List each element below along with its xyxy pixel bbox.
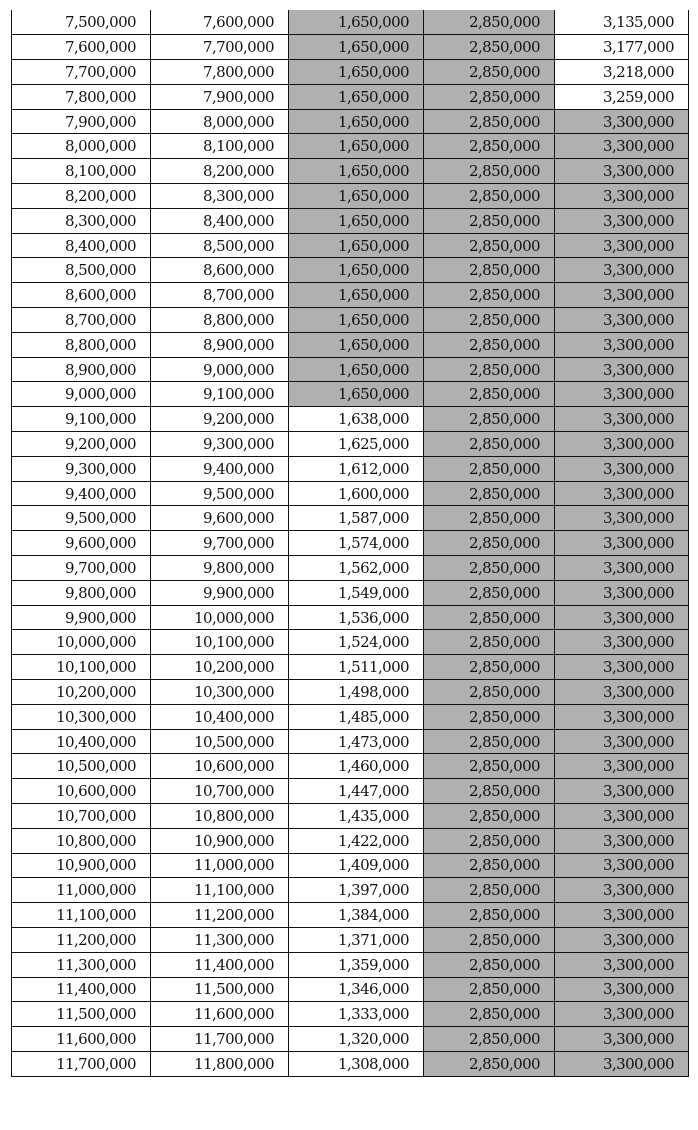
table-row [12, 10, 689, 35]
table-cell-range-to: 10,400,000 [151, 704, 289, 729]
table-cell-column-5: 3,300,000 [555, 952, 689, 977]
table-cell-column-5: 3,300,000 [555, 407, 689, 432]
table-cell-column-4: 2,850,000 [424, 630, 555, 655]
table-cell-column-3: 1,473,000 [289, 729, 424, 754]
table-row [12, 729, 689, 754]
table-cell-column-3: 1,384,000 [289, 903, 424, 928]
table-row [12, 878, 689, 903]
table-cell-column-4: 2,850,000 [424, 977, 555, 1002]
table-cell-range-from: 8,800,000 [12, 332, 151, 357]
table-cell-column-3: 1,422,000 [289, 828, 424, 853]
table-cell-column-5: 3,300,000 [555, 109, 689, 134]
table-cell-range-from: 7,800,000 [12, 84, 151, 109]
table-cell-range-from: 8,100,000 [12, 159, 151, 184]
table-cell-column-5: 3,300,000 [555, 977, 689, 1002]
table-cell-range-from: 9,900,000 [12, 605, 151, 630]
table-cell-range-from: 10,200,000 [12, 680, 151, 705]
table-row [12, 308, 689, 333]
table-cell-column-5: 3,300,000 [555, 878, 689, 903]
table-cell-column-3: 1,650,000 [289, 109, 424, 134]
table-row [12, 258, 689, 283]
table-cell-column-3: 1,650,000 [289, 10, 424, 35]
table-cell-range-from: 10,900,000 [12, 853, 151, 878]
table-cell-range-from: 8,700,000 [12, 308, 151, 333]
table-cell-range-to: 10,000,000 [151, 605, 289, 630]
table-row [12, 779, 689, 804]
table-cell-column-3: 1,650,000 [289, 233, 424, 258]
table-cell-column-4: 2,850,000 [424, 10, 555, 35]
table-cell-range-from: 10,300,000 [12, 704, 151, 729]
table-cell-column-4: 2,850,000 [424, 432, 555, 457]
table-cell-column-5: 3,300,000 [555, 853, 689, 878]
table-cell-column-3: 1,397,000 [289, 878, 424, 903]
table-cell-column-5: 3,300,000 [555, 184, 689, 209]
table-cell-range-from: 11,100,000 [12, 903, 151, 928]
table-cell-column-4: 2,850,000 [424, 258, 555, 283]
table-row [12, 1051, 689, 1076]
table-cell-column-5: 3,300,000 [555, 233, 689, 258]
table-cell-column-5: 3,300,000 [555, 308, 689, 333]
table-cell-range-from: 8,500,000 [12, 258, 151, 283]
table-cell-column-3: 1,638,000 [289, 407, 424, 432]
table-row [12, 332, 689, 357]
table-cell-column-3: 1,650,000 [289, 134, 424, 159]
table-row [12, 407, 689, 432]
table-row [12, 580, 689, 605]
table-cell-column-4: 2,850,000 [424, 184, 555, 209]
table-cell-column-4: 2,850,000 [424, 159, 555, 184]
table-cell-column-4: 2,850,000 [424, 382, 555, 407]
table-cell-range-from: 10,800,000 [12, 828, 151, 853]
table-row [12, 481, 689, 506]
table-row [12, 903, 689, 928]
table-cell-range-to: 9,800,000 [151, 556, 289, 581]
table-cell-column-4: 2,850,000 [424, 927, 555, 952]
table-cell-column-4: 2,850,000 [424, 1002, 555, 1027]
table-cell-column-5: 3,300,000 [555, 556, 689, 581]
table-cell-column-4: 2,850,000 [424, 60, 555, 85]
table-cell-column-3: 1,359,000 [289, 952, 424, 977]
table-cell-range-to: 10,100,000 [151, 630, 289, 655]
table-cell-range-to: 9,400,000 [151, 456, 289, 481]
table-cell-range-to: 9,900,000 [151, 580, 289, 605]
table-cell-column-4: 2,850,000 [424, 357, 555, 382]
table-row [12, 456, 689, 481]
table-cell-column-4: 2,850,000 [424, 1051, 555, 1076]
table-cell-range-to: 10,200,000 [151, 655, 289, 680]
table-cell-column-4: 2,850,000 [424, 1027, 555, 1052]
table-cell-range-from: 8,400,000 [12, 233, 151, 258]
table-body [12, 10, 689, 1076]
table-cell-range-to: 8,300,000 [151, 184, 289, 209]
table-cell-range-from: 10,400,000 [12, 729, 151, 754]
table-cell-column-5: 3,135,000 [555, 10, 689, 35]
table-cell-range-from: 11,200,000 [12, 927, 151, 952]
table-cell-column-3: 1,650,000 [289, 84, 424, 109]
table-cell-column-3: 1,524,000 [289, 630, 424, 655]
table-cell-column-3: 1,460,000 [289, 754, 424, 779]
table-cell-column-4: 2,850,000 [424, 407, 555, 432]
table-cell-column-4: 2,850,000 [424, 35, 555, 60]
table-cell-column-5: 3,300,000 [555, 382, 689, 407]
table-cell-range-to: 9,700,000 [151, 531, 289, 556]
table-row [12, 828, 689, 853]
table-row [12, 556, 689, 581]
table-cell-column-3: 1,650,000 [289, 308, 424, 333]
table-row [12, 531, 689, 556]
table-cell-range-from: 7,600,000 [12, 35, 151, 60]
table-cell-range-to: 7,700,000 [151, 35, 289, 60]
table-cell-column-4: 2,850,000 [424, 531, 555, 556]
table-cell-column-3: 1,320,000 [289, 1027, 424, 1052]
table-cell-column-5: 3,300,000 [555, 927, 689, 952]
table-cell-range-from: 10,600,000 [12, 779, 151, 804]
table-cell-column-5: 3,300,000 [555, 1002, 689, 1027]
table-cell-range-from: 7,700,000 [12, 60, 151, 85]
table-cell-range-to: 11,200,000 [151, 903, 289, 928]
table-cell-range-to: 11,800,000 [151, 1051, 289, 1076]
table-cell-column-3: 1,612,000 [289, 456, 424, 481]
table-cell-range-from: 7,500,000 [12, 10, 151, 35]
table-row [12, 952, 689, 977]
table-cell-column-5: 3,300,000 [555, 134, 689, 159]
table-cell-column-4: 2,850,000 [424, 208, 555, 233]
table-row [12, 184, 689, 209]
table-cell-range-to: 8,400,000 [151, 208, 289, 233]
table-cell-range-from: 7,900,000 [12, 109, 151, 134]
table-cell-range-to: 8,500,000 [151, 233, 289, 258]
table-cell-column-5: 3,259,000 [555, 84, 689, 109]
table-cell-column-3: 1,650,000 [289, 208, 424, 233]
table-cell-range-from: 10,100,000 [12, 655, 151, 680]
table-cell-range-from: 11,700,000 [12, 1051, 151, 1076]
table-cell-range-to: 7,600,000 [151, 10, 289, 35]
table-cell-column-3: 1,625,000 [289, 432, 424, 457]
table-cell-column-5: 3,300,000 [555, 283, 689, 308]
table-cell-column-4: 2,850,000 [424, 655, 555, 680]
table-cell-column-5: 3,300,000 [555, 481, 689, 506]
table-row [12, 208, 689, 233]
table-cell-column-4: 2,850,000 [424, 952, 555, 977]
table-cell-column-4: 2,850,000 [424, 233, 555, 258]
table-cell-column-5: 3,300,000 [555, 605, 689, 630]
table-cell-range-from: 10,500,000 [12, 754, 151, 779]
table-cell-column-5: 3,300,000 [555, 1027, 689, 1052]
table-cell-column-4: 2,850,000 [424, 903, 555, 928]
table-cell-column-4: 2,850,000 [424, 878, 555, 903]
table-cell-range-to: 10,900,000 [151, 828, 289, 853]
table-cell-range-from: 8,600,000 [12, 283, 151, 308]
table-cell-column-4: 2,850,000 [424, 109, 555, 134]
table-cell-column-5: 3,300,000 [555, 456, 689, 481]
table-row [12, 233, 689, 258]
table-row [12, 605, 689, 630]
table-cell-column-3: 1,650,000 [289, 382, 424, 407]
table-cell-range-from: 11,600,000 [12, 1027, 151, 1052]
table-cell-range-to: 10,300,000 [151, 680, 289, 705]
table-row [12, 1027, 689, 1052]
table-row [12, 382, 689, 407]
table-cell-column-3: 1,650,000 [289, 159, 424, 184]
table-row [12, 134, 689, 159]
table-cell-column-5: 3,300,000 [555, 208, 689, 233]
table-row [12, 432, 689, 457]
table-cell-column-5: 3,300,000 [555, 630, 689, 655]
table-cell-column-4: 2,850,000 [424, 134, 555, 159]
table-cell-range-to: 10,800,000 [151, 804, 289, 829]
table-cell-range-to: 10,500,000 [151, 729, 289, 754]
table-cell-column-4: 2,850,000 [424, 779, 555, 804]
table-cell-column-3: 1,435,000 [289, 804, 424, 829]
table-cell-range-to: 8,000,000 [151, 109, 289, 134]
table-cell-range-from: 8,200,000 [12, 184, 151, 209]
table-cell-column-3: 1,574,000 [289, 531, 424, 556]
table-row [12, 159, 689, 184]
table-cell-column-5: 3,300,000 [555, 159, 689, 184]
table-cell-column-5: 3,300,000 [555, 531, 689, 556]
table-cell-column-4: 2,850,000 [424, 605, 555, 630]
table-row [12, 109, 689, 134]
table-cell-range-from: 11,000,000 [12, 878, 151, 903]
table-row [12, 853, 689, 878]
table-row [12, 1002, 689, 1027]
table-row [12, 506, 689, 531]
table-cell-range-to: 9,300,000 [151, 432, 289, 457]
table-cell-column-3: 1,536,000 [289, 605, 424, 630]
table-cell-range-from: 11,300,000 [12, 952, 151, 977]
table-cell-range-to: 8,700,000 [151, 283, 289, 308]
table-cell-column-4: 2,850,000 [424, 729, 555, 754]
table-row [12, 35, 689, 60]
table-cell-column-3: 1,371,000 [289, 927, 424, 952]
table-cell-column-3: 1,650,000 [289, 258, 424, 283]
table-cell-column-3: 1,587,000 [289, 506, 424, 531]
table-cell-range-from: 9,000,000 [12, 382, 151, 407]
table-cell-column-3: 1,650,000 [289, 357, 424, 382]
table-cell-column-5: 3,300,000 [555, 779, 689, 804]
table-row [12, 977, 689, 1002]
table-cell-range-from: 10,000,000 [12, 630, 151, 655]
table-cell-range-from: 9,500,000 [12, 506, 151, 531]
table-cell-column-3: 1,346,000 [289, 977, 424, 1002]
table-cell-range-to: 11,000,000 [151, 853, 289, 878]
table-cell-column-5: 3,300,000 [555, 754, 689, 779]
table-cell-range-from: 9,400,000 [12, 481, 151, 506]
table-cell-column-3: 1,511,000 [289, 655, 424, 680]
table-row [12, 704, 689, 729]
table-cell-column-5: 3,300,000 [555, 828, 689, 853]
table-cell-column-5: 3,300,000 [555, 1051, 689, 1076]
table-row [12, 804, 689, 829]
table-row [12, 357, 689, 382]
table-cell-range-from: 9,800,000 [12, 580, 151, 605]
table-cell-column-4: 2,850,000 [424, 580, 555, 605]
table-cell-column-5: 3,300,000 [555, 804, 689, 829]
table-cell-column-5: 3,300,000 [555, 332, 689, 357]
table-cell-column-3: 1,650,000 [289, 332, 424, 357]
table-cell-column-5: 3,300,000 [555, 729, 689, 754]
table-cell-column-5: 3,300,000 [555, 258, 689, 283]
table-cell-range-to: 7,900,000 [151, 84, 289, 109]
table-cell-column-3: 1,333,000 [289, 1002, 424, 1027]
table-cell-range-to: 9,600,000 [151, 506, 289, 531]
table-row [12, 655, 689, 680]
table-cell-column-4: 2,850,000 [424, 283, 555, 308]
table-cell-range-from: 9,100,000 [12, 407, 151, 432]
data-table-container [11, 10, 688, 1077]
table-cell-column-4: 2,850,000 [424, 84, 555, 109]
table-cell-column-4: 2,850,000 [424, 332, 555, 357]
table-cell-column-3: 1,485,000 [289, 704, 424, 729]
table-row [12, 630, 689, 655]
table-cell-range-to: 9,100,000 [151, 382, 289, 407]
table-cell-range-from: 10,700,000 [12, 804, 151, 829]
table-cell-range-from: 11,400,000 [12, 977, 151, 1002]
table-cell-column-5: 3,300,000 [555, 580, 689, 605]
table-cell-column-5: 3,300,000 [555, 704, 689, 729]
table-cell-column-4: 2,850,000 [424, 481, 555, 506]
table-row [12, 283, 689, 308]
table-row [12, 60, 689, 85]
table-row [12, 754, 689, 779]
table-cell-column-3: 1,650,000 [289, 60, 424, 85]
table-cell-range-to: 11,400,000 [151, 952, 289, 977]
table-cell-range-to: 7,800,000 [151, 60, 289, 85]
table-cell-range-to: 8,800,000 [151, 308, 289, 333]
table-cell-range-to: 11,600,000 [151, 1002, 289, 1027]
table-cell-range-to: 9,500,000 [151, 481, 289, 506]
table-cell-range-to: 9,000,000 [151, 357, 289, 382]
table-cell-range-to: 8,100,000 [151, 134, 289, 159]
table-cell-column-4: 2,850,000 [424, 754, 555, 779]
table-cell-range-from: 8,300,000 [12, 208, 151, 233]
table-cell-column-4: 2,850,000 [424, 704, 555, 729]
table-cell-range-from: 8,900,000 [12, 357, 151, 382]
table-cell-range-to: 10,600,000 [151, 754, 289, 779]
table-cell-column-5: 3,177,000 [555, 35, 689, 60]
table-cell-column-3: 1,600,000 [289, 481, 424, 506]
table-cell-column-5: 3,300,000 [555, 903, 689, 928]
table-cell-column-4: 2,850,000 [424, 456, 555, 481]
table-cell-column-3: 1,562,000 [289, 556, 424, 581]
table-cell-range-to: 11,700,000 [151, 1027, 289, 1052]
table-cell-range-from: 9,200,000 [12, 432, 151, 457]
table-cell-range-from: 8,000,000 [12, 134, 151, 159]
table-cell-column-3: 1,650,000 [289, 35, 424, 60]
table-cell-column-3: 1,650,000 [289, 184, 424, 209]
table-cell-range-from: 9,300,000 [12, 456, 151, 481]
table-row [12, 680, 689, 705]
table-cell-column-3: 1,409,000 [289, 853, 424, 878]
table-cell-column-4: 2,850,000 [424, 506, 555, 531]
table-cell-range-to: 8,200,000 [151, 159, 289, 184]
data-table [11, 10, 689, 1077]
table-cell-column-3: 1,650,000 [289, 283, 424, 308]
table-cell-column-5: 3,300,000 [555, 357, 689, 382]
table-cell-column-3: 1,498,000 [289, 680, 424, 705]
table-cell-column-4: 2,850,000 [424, 308, 555, 333]
table-cell-column-4: 2,850,000 [424, 853, 555, 878]
table-cell-range-to: 11,100,000 [151, 878, 289, 903]
table-cell-column-4: 2,850,000 [424, 680, 555, 705]
table-cell-range-from: 11,500,000 [12, 1002, 151, 1027]
table-cell-range-from: 9,700,000 [12, 556, 151, 581]
table-cell-range-to: 8,600,000 [151, 258, 289, 283]
table-cell-column-3: 1,447,000 [289, 779, 424, 804]
table-cell-range-to: 11,300,000 [151, 927, 289, 952]
table-cell-range-to: 9,200,000 [151, 407, 289, 432]
table-cell-column-5: 3,218,000 [555, 60, 689, 85]
table-row [12, 927, 689, 952]
table-cell-column-4: 2,850,000 [424, 556, 555, 581]
table-cell-column-3: 1,308,000 [289, 1051, 424, 1076]
table-cell-range-to: 8,900,000 [151, 332, 289, 357]
table-row [12, 84, 689, 109]
table-cell-column-5: 3,300,000 [555, 506, 689, 531]
table-cell-column-4: 2,850,000 [424, 804, 555, 829]
table-cell-column-3: 1,549,000 [289, 580, 424, 605]
table-cell-range-to: 10,700,000 [151, 779, 289, 804]
table-cell-range-from: 9,600,000 [12, 531, 151, 556]
table-cell-column-5: 3,300,000 [555, 655, 689, 680]
table-cell-range-to: 11,500,000 [151, 977, 289, 1002]
table-cell-column-4: 2,850,000 [424, 828, 555, 853]
table-cell-column-5: 3,300,000 [555, 432, 689, 457]
table-cell-column-5: 3,300,000 [555, 680, 689, 705]
